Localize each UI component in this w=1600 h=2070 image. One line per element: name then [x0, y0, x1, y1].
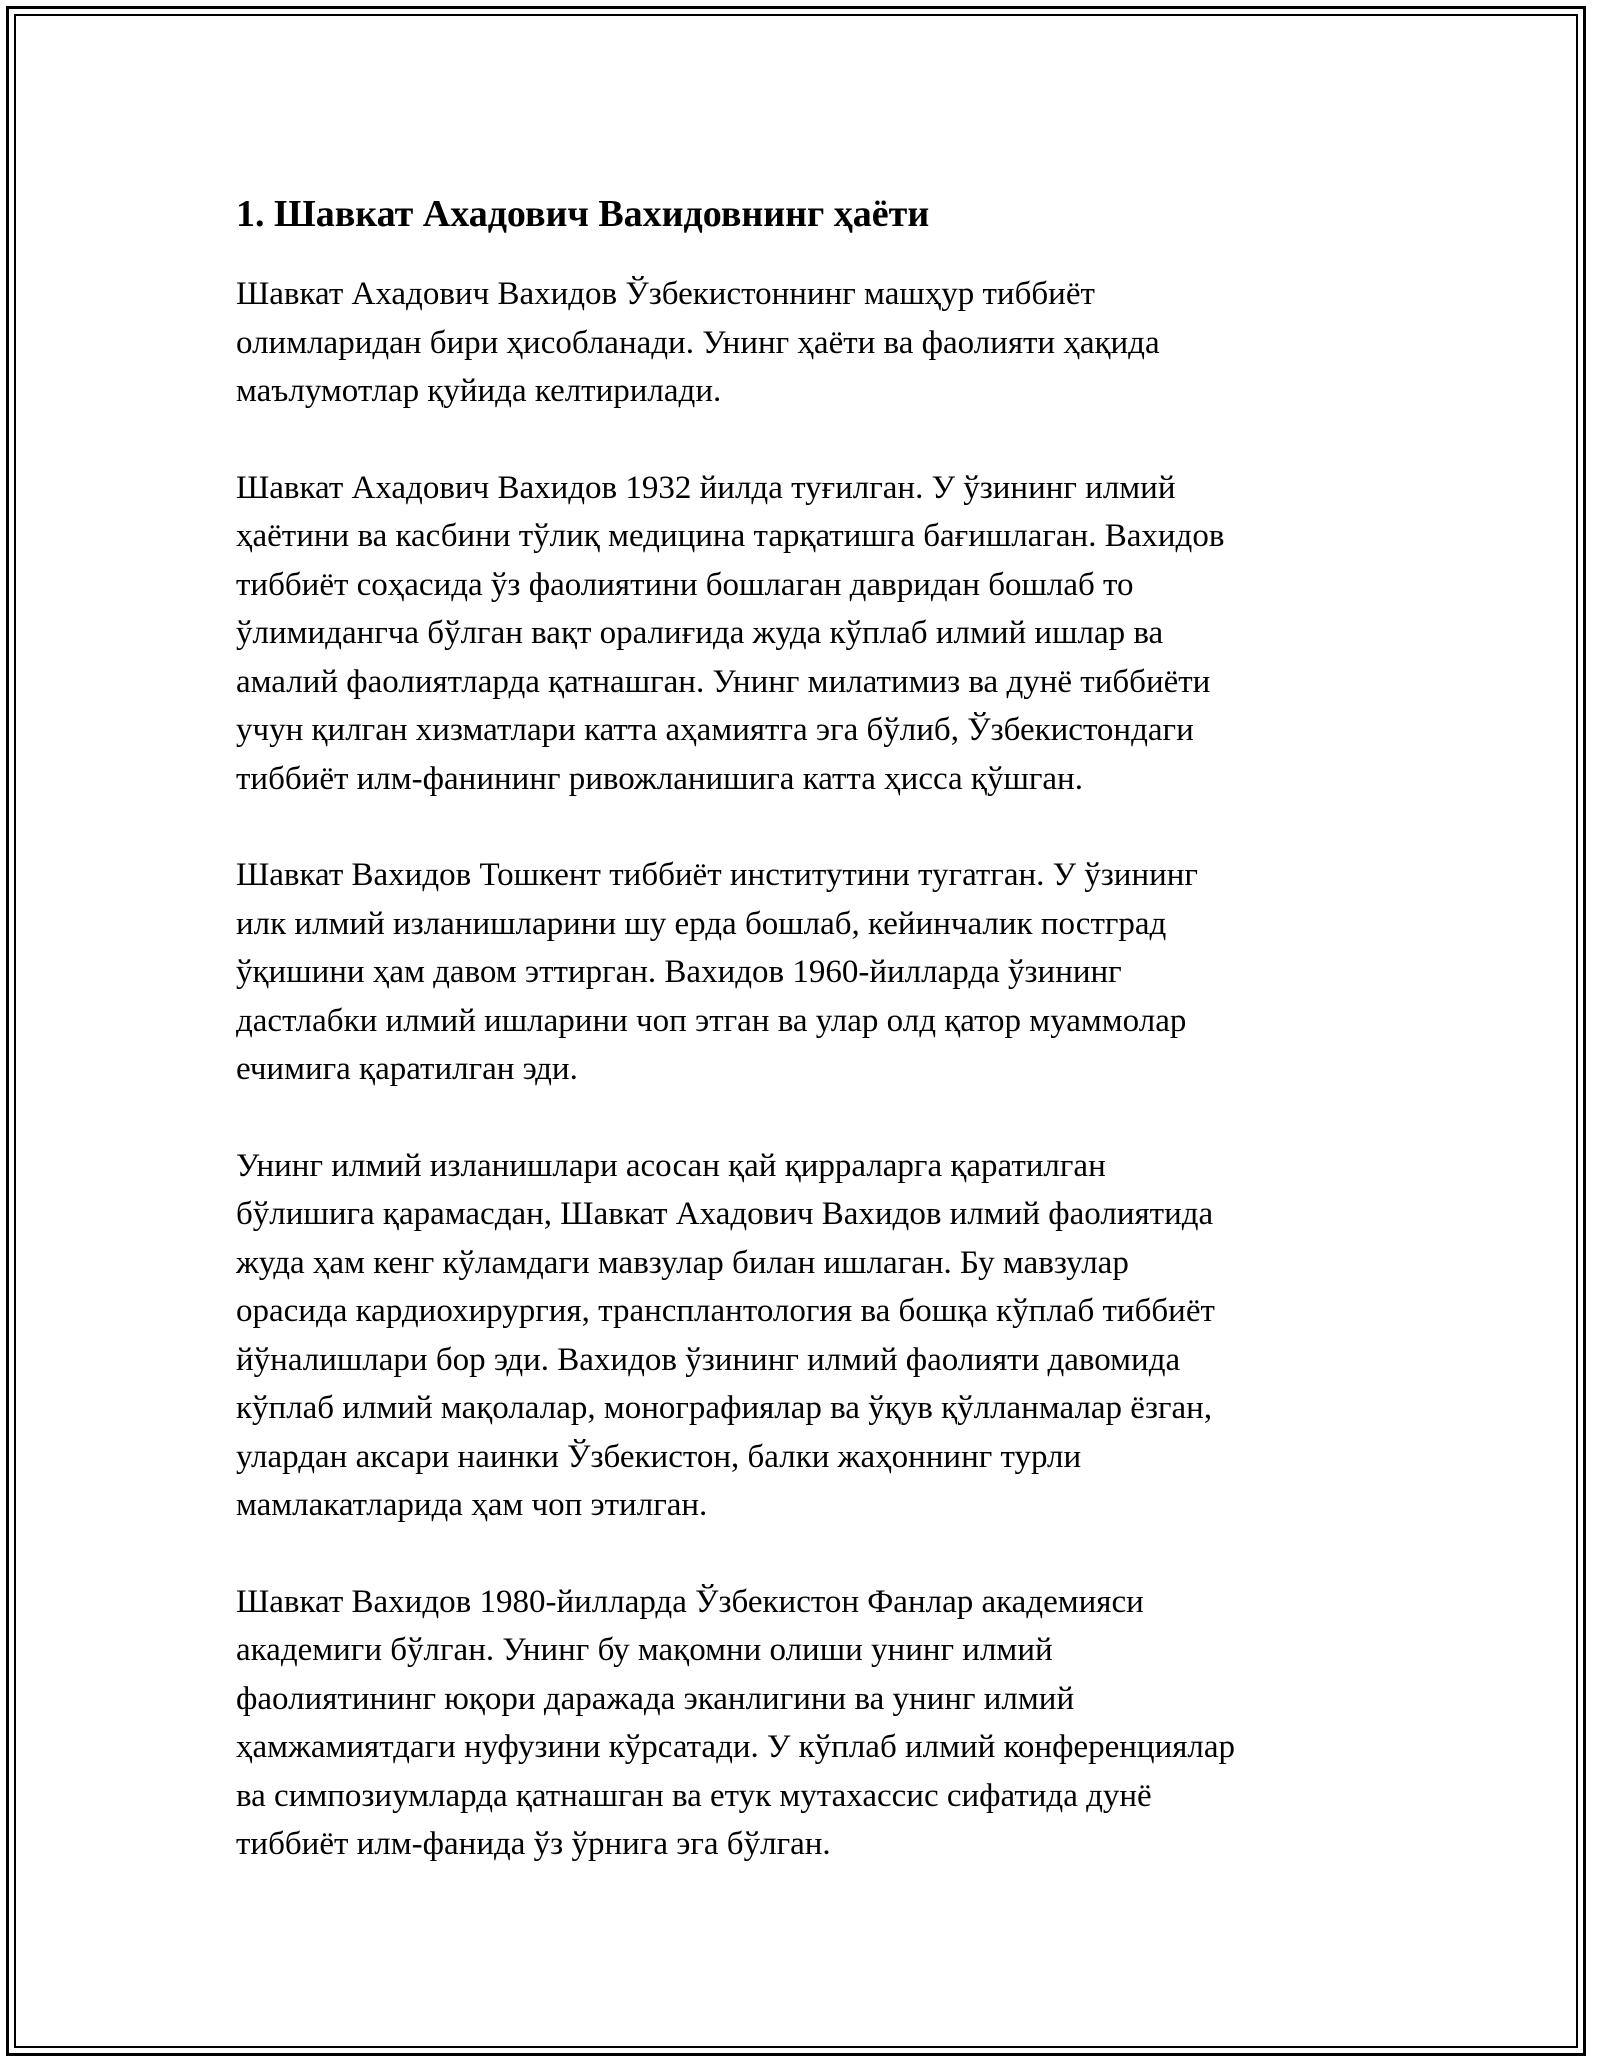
paragraph-line: кўплаб илмий мақолалар, монографиялар ва ўқув қўлланмалар ёзган,	[236, 1390, 1213, 1426]
paragraph-line: учун қилган хизматлари катта аҳамиятга эга бўлиб, Ўзбекистондаги	[236, 712, 1194, 748]
paragraph-line: Шавкат Вахидов Тошкент тиббиёт институтини тугатган. У ўзининг	[236, 857, 1198, 893]
paragraph-line: тиббиёт соҳасида ўз фаолиятини бошлаган давридан бошлаб то	[236, 566, 1134, 603]
paragraph	[236, 1142, 1366, 1530]
paragraph-line: улардан аксари наинки Ўзбекистон, балки жаҳоннинг турли	[236, 1438, 1082, 1475]
paragraph-line: ўқишини ҳам давом эттирган. Вахидов 1960-йилларда ўзининг	[236, 954, 1122, 990]
paragraph-line: тиббиёт илм-фанининг ривожланишига катта ҳисса қўшган.	[236, 760, 1083, 797]
document-body	[236, 186, 1366, 1917]
section-heading: 1. Шавкат Ахадович Вахидовнинг ҳаёти	[236, 193, 930, 235]
paragraph-line: Шавкат Ахадович Вахидов Ўзбекистоннинг машҳур тиббиёт	[236, 276, 1095, 312]
paragraph-line: маълумотлар қуйида келтирилади.	[236, 373, 722, 409]
paragraph-line: ҳамжамиятдаги нуфузини кўрсатади. У кўплаб илмий конференциялар	[236, 1729, 1236, 1765]
paragraph-line: амалий фаолиятларда қатнашган. Унинг милатимиз ва дунё тиббиёти	[236, 663, 1211, 700]
paragraph-line: олимларидан бири ҳисобланади. Унинг ҳаёти ва фаолияти ҳақида	[236, 324, 1160, 361]
paragraph-line: жуда ҳам кенг кўламдаги мавзулар билан ишлаган. Бу мавзулар	[236, 1244, 1129, 1281]
paragraph-line: Унинг илмий изланишлари асосан қай қирраларга қаратилган	[236, 1147, 1106, 1184]
paragraph-line: Шавкат Ахадович Вахидов 1932 йилда туғилган. У ўзининг илмий	[236, 469, 1176, 506]
paragraph-line: фаолиятининг юқори даражада эканлигини ва унинг илмий	[236, 1680, 1075, 1717]
paragraph-list	[236, 270, 1366, 1869]
paragraph	[236, 270, 1366, 416]
paragraph-line: дастлабки илмий ишларини чоп этган ва улар олд қатор муаммолар	[236, 1002, 1187, 1039]
paragraph-line: мамлакатларида ҳам чоп этилган.	[236, 1487, 708, 1523]
paragraph-line: бўлишига қарамасдан, Шавкат Ахадович Вахидов илмий фаолиятида	[236, 1196, 1214, 1232]
paragraph	[236, 851, 1366, 1094]
paragraph-line: йўналишлари бор эди. Вахидов ўзининг илмий фаолияти давомида	[236, 1341, 1181, 1378]
paragraph-line: илк илмий изланишларини шу ерда бошлаб, кейинчалик постград	[236, 905, 1167, 942]
paragraph-line: ечимига қаратилган эди.	[236, 1051, 578, 1087]
paragraph-line: тиббиёт илм-фанида ўз ўрнига эга бўлган.	[236, 1826, 831, 1862]
paragraph	[236, 1578, 1366, 1869]
paragraph-line: Шавкат Вахидов 1980-йилларда Ўзбекистон Фанлар академияси	[236, 1583, 1144, 1620]
paragraph	[236, 464, 1366, 804]
paragraph-line: ҳаётини ва касбини тўлиқ медицина тарқатишга бағишлаган. Вахидов	[236, 518, 1225, 554]
paragraph-line: академиги бўлган. Унинг бу мақомни олиши унинг илмий	[236, 1632, 1053, 1668]
paragraph-line: ўлимидангча бўлган вақт оралиғида жуда кўплаб илмий ишлар ва	[236, 615, 1164, 651]
paragraph-line: ва симпозиумларда қатнашган ва етук мутахассис сифатида дунё	[236, 1777, 1152, 1814]
paragraph-line: орасида кардиохирургия, трансплантология ва бошқа кўплаб тиббиёт	[236, 1293, 1215, 1329]
